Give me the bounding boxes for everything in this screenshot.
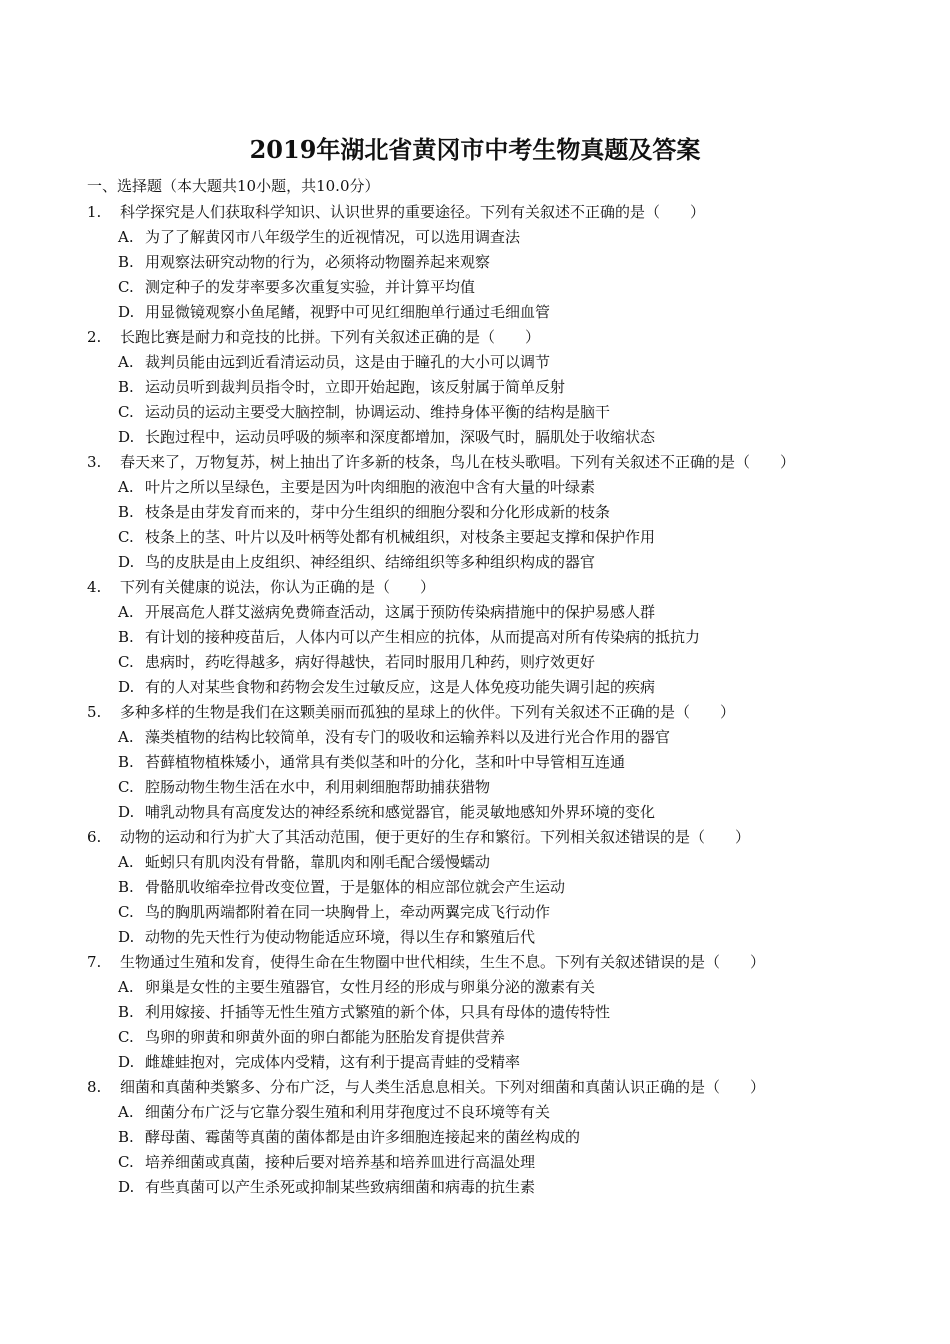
- option-letter: A.: [118, 853, 134, 871]
- answer-option: [0, 900, 950, 925]
- option-letter: C.: [118, 778, 134, 796]
- question-stem: [0, 450, 950, 475]
- option-text: 枝条上的茎、叶片以及叶柄等处都有机械组织，对枝条主要起支撑和保护作用: [145, 528, 656, 546]
- question-stem-text: 生物通过生殖和发育，使得生命在生物圈中世代相续，生生不息。下列有关叙述错误的是（ ）: [120, 953, 766, 971]
- option-text: 患病时，药吃得越多，病好得越快，若同时服用几种药，则疗效更好: [145, 653, 596, 671]
- question-number: 6.: [87, 828, 102, 846]
- question-stem: [0, 325, 950, 350]
- option-letter: A.: [118, 353, 134, 371]
- question-stem: [0, 950, 950, 975]
- question-number: 1.: [87, 203, 102, 221]
- option-text: 苔藓植物植株矮小，通常具有类似茎和叶的分化，茎和叶中导管相互连通: [145, 753, 626, 771]
- answer-option: [0, 725, 950, 750]
- option-text: 运动员的运动主要受大脑控制，协调运动、维持身体平衡的结构是脑干: [145, 403, 611, 421]
- option-text: 雌雄蛙抱对，完成体内受精，这有利于提高青蛙的受精率: [145, 1053, 521, 1071]
- option-text: 有些真菌可以产生杀死或抑制某些致病细菌和病毒的抗生素: [145, 1178, 536, 1196]
- question-stem: [0, 575, 950, 600]
- question-number: 3.: [87, 453, 102, 471]
- option-text: 枝条是由芽发育而来的，芽中分生组织的细胞分裂和分化形成新的枝条: [145, 503, 611, 521]
- answer-option: [0, 625, 950, 650]
- answer-option: [0, 600, 950, 625]
- question-2: [0, 325, 950, 450]
- section-heading: 一、选择题（本大题共10小题，共10.0分）: [87, 177, 380, 195]
- option-letter: C.: [118, 403, 134, 421]
- answer-option: [0, 650, 950, 675]
- question-stem: [0, 1075, 950, 1100]
- option-text: 鸟卵的卵黄和卵黄外面的卵白都能为胚胎发育提供营养: [145, 1028, 506, 1046]
- option-text: 运动员听到裁判员指令时，立即开始起跑，该反射属于简单反射: [145, 378, 566, 396]
- option-letter: C.: [118, 903, 134, 921]
- answer-option: [0, 275, 950, 300]
- question-5: [0, 700, 950, 825]
- option-text: 裁判员能由远到近看清运动员，这是由于瞳孔的大小可以调节: [145, 353, 551, 371]
- question-number: 4.: [87, 578, 102, 596]
- answer-option: [0, 500, 950, 525]
- option-letter: C.: [118, 278, 134, 296]
- option-letter: A.: [118, 978, 134, 996]
- option-text: 卵巢是女性的主要生殖器官，女性月经的形成与卵巢分泌的激素有关: [145, 978, 596, 996]
- option-letter: D.: [118, 928, 135, 946]
- option-text: 动物的先天性行为使动物能适应环境，得以生存和繁殖后代: [145, 928, 536, 946]
- answer-option: [0, 350, 950, 375]
- question-stem: [0, 700, 950, 725]
- question-stem-text: 下列有关健康的说法，你认为正确的是（ ）: [120, 578, 436, 596]
- answer-option: [0, 1150, 950, 1175]
- question-stem-text: 细菌和真菌种类繁多、分布广泛，与人类生活息息相关。下列对细菌和真菌认识正确的是（ ）: [120, 1078, 766, 1096]
- option-text: 腔肠动物生物生活在水中，利用刺细胞帮助捕获猎物: [145, 778, 491, 796]
- option-text: 蚯蚓只有肌肉没有骨骼，靠肌肉和刚毛配合缓慢蠕动: [145, 853, 491, 871]
- question-list: [0, 200, 950, 1200]
- question-6: [0, 825, 950, 950]
- option-letter: B.: [118, 1128, 134, 1146]
- option-letter: D.: [118, 678, 135, 696]
- option-text: 细菌分布广泛与它靠分裂生殖和利用芽孢度过不良环境等有关: [145, 1103, 551, 1121]
- option-text: 有计划的接种疫苗后，人体内可以产生相应的抗体，从而提高对所有传染病的抵抗力: [145, 628, 701, 646]
- answer-option: [0, 550, 950, 575]
- option-letter: A.: [118, 728, 134, 746]
- option-text: 为了了解黄冈市八年级学生的近视情况，可以选用调查法: [145, 228, 521, 246]
- question-stem: [0, 825, 950, 850]
- option-letter: A.: [118, 603, 134, 621]
- option-text: 酵母菌、霉菌等真菌的菌体都是由许多细胞连接起来的菌丝构成的: [145, 1128, 581, 1146]
- question-number: 5.: [87, 703, 102, 721]
- answer-option: [0, 1050, 950, 1075]
- option-letter: A.: [118, 228, 134, 246]
- option-text: 骨骼肌收缩牵拉骨改变位置，于是躯体的相应部位就会产生运动: [145, 878, 566, 896]
- option-letter: D.: [118, 1053, 135, 1071]
- answer-option: [0, 875, 950, 900]
- option-letter: B.: [118, 753, 134, 771]
- question-number: 8.: [87, 1078, 102, 1096]
- option-text: 利用嫁接、扦插等无性生殖方式繁殖的新个体，只具有母体的遗传特性: [145, 1003, 611, 1021]
- option-text: 鸟的胸肌两端都附着在同一块胸骨上，牵动两翼完成飞行动作: [145, 903, 551, 921]
- answer-option: [0, 775, 950, 800]
- option-letter: D.: [118, 803, 135, 821]
- question-stem-text: 长跑比赛是耐力和竞技的比拼。下列有关叙述正确的是（ ）: [120, 328, 541, 346]
- answer-option: [0, 1025, 950, 1050]
- option-letter: B.: [118, 378, 134, 396]
- option-letter: C.: [118, 528, 134, 546]
- answer-option: [0, 300, 950, 325]
- option-letter: C.: [118, 1153, 134, 1171]
- answer-option: [0, 425, 950, 450]
- answer-option: [0, 250, 950, 275]
- question-1: [0, 200, 950, 325]
- question-stem-text: 多种多样的生物是我们在这颗美丽而孤独的星球上的伙伴。下列有关叙述不正确的是（ ）: [120, 703, 736, 721]
- answer-option: [0, 975, 950, 1000]
- answer-option: [0, 1000, 950, 1025]
- answer-option: [0, 800, 950, 825]
- question-stem-text: 科学探究是人们获取科学知识、认识世界的重要途径。下列有关叙述不正确的是（ ）: [120, 203, 706, 221]
- option-letter: B.: [118, 1003, 134, 1021]
- option-letter: B.: [118, 253, 134, 271]
- option-letter: D.: [118, 428, 135, 446]
- option-letter: B.: [118, 628, 134, 646]
- document-title: 2019年湖北省黄冈市中考生物真题及答案: [249, 135, 701, 164]
- option-text: 用观察法研究动物的行为，必须将动物圈养起来观察: [145, 253, 491, 271]
- option-text: 鸟的皮肤是由上皮组织、神经组织、结缔组织等多种组织构成的器官: [145, 553, 596, 571]
- answer-option: [0, 675, 950, 700]
- question-number: 2.: [87, 328, 102, 346]
- answer-option: [0, 750, 950, 775]
- option-text: 叶片之所以呈绿色，主要是因为叶肉细胞的液泡中含有大量的叶绿素: [145, 478, 596, 496]
- option-text: 开展高危人群艾滋病免费筛查活动，这属于预防传染病措施中的保护易感人群: [145, 603, 656, 621]
- question-number: 7.: [87, 953, 102, 971]
- question-3: [0, 450, 950, 575]
- option-text: 测定种子的发芽率要多次重复实验，并计算平均值: [145, 278, 476, 296]
- answer-option: [0, 475, 950, 500]
- question-4: [0, 575, 950, 700]
- option-text: 藻类植物的结构比较简单，没有专门的吸收和运输养料以及进行光合作用的器官: [145, 728, 671, 746]
- answer-option: [0, 225, 950, 250]
- question-stem: [0, 200, 950, 225]
- option-letter: C.: [118, 653, 134, 671]
- answer-option: [0, 850, 950, 875]
- answer-option: [0, 1175, 950, 1200]
- option-text: 哺乳动物具有高度发达的神经系统和感觉器官，能灵敏地感知外界环境的变化: [145, 803, 656, 821]
- question-8: [0, 1075, 950, 1200]
- answer-option: [0, 1125, 950, 1150]
- answer-option: [0, 400, 950, 425]
- option-text: 培养细菌或真菌，接种后要对培养基和培养皿进行高温处理: [145, 1153, 536, 1171]
- option-text: 有的人对某些食物和药物会发生过敏反应，这是人体免疫功能失调引起的疾病: [145, 678, 656, 696]
- option-letter: D.: [118, 1178, 135, 1196]
- option-letter: B.: [118, 878, 134, 896]
- question-stem-text: 动物的运动和行为扩大了其活动范围，便于更好的生存和繁衍。下列相关叙述错误的是（ ）: [120, 828, 751, 846]
- answer-option: [0, 925, 950, 950]
- option-letter: C.: [118, 1028, 134, 1046]
- option-letter: B.: [118, 503, 134, 521]
- question-stem-text: 春天来了，万物复苏，树上抽出了许多新的枝条，鸟儿在枝头歌唱。下列有关叙述不正确的是（ ）: [120, 453, 796, 471]
- option-text: 长跑过程中，运动员呼吸的频率和深度都增加，深吸气时，膈肌处于收缩状态: [145, 428, 656, 446]
- option-letter: A.: [118, 1103, 134, 1121]
- option-letter: D.: [118, 303, 135, 321]
- question-7: [0, 950, 950, 1075]
- option-letter: D.: [118, 553, 135, 571]
- answer-option: [0, 375, 950, 400]
- answer-option: [0, 525, 950, 550]
- option-text: 用显微镜观察小鱼尾鳍，视野中可见红细胞单行通过毛细血管: [145, 303, 551, 321]
- answer-option: [0, 1100, 950, 1125]
- option-letter: A.: [118, 478, 134, 496]
